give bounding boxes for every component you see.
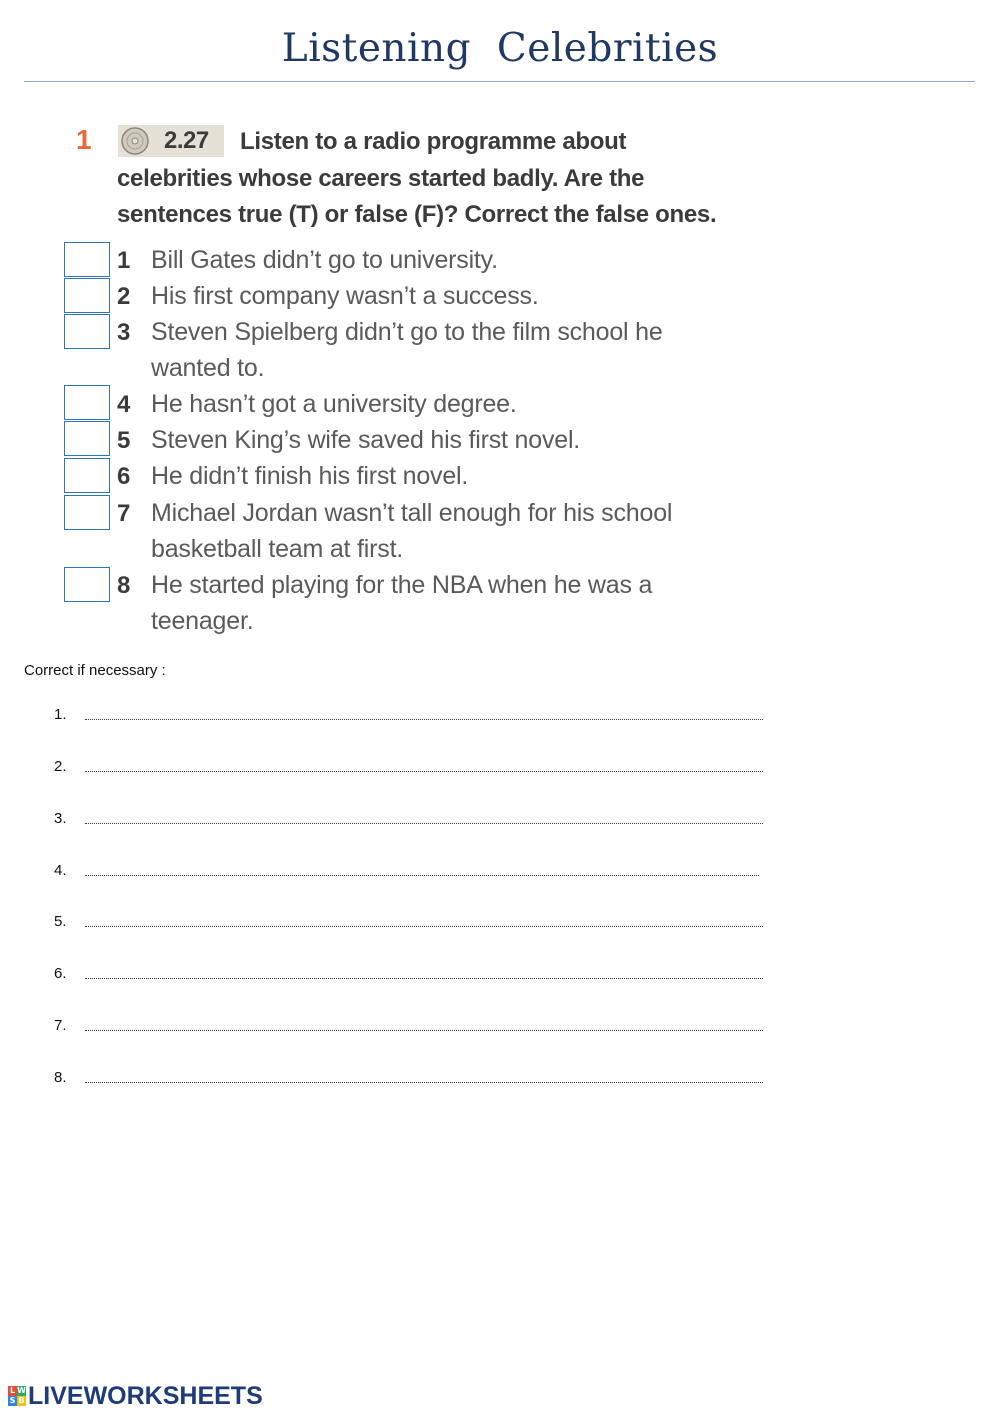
item-text: Bill Gates didn’t go to university. — [151, 246, 498, 274]
item-text: He started playing for the NBA when he was a — [151, 571, 653, 599]
item-number: 4 — [117, 391, 131, 418]
item-text: He didn’t finish his first novel. — [151, 462, 469, 490]
item-number: 6 — [117, 463, 131, 490]
correction-line-number: 7. — [54, 1017, 67, 1034]
correction-line-number: 8. — [54, 1069, 67, 1086]
correction-line-number: 5. — [54, 913, 67, 930]
correction-line-number: 3. — [54, 810, 67, 827]
brand-name: LIVEWORKSHEETS — [28, 1381, 263, 1410]
answer-box-2[interactable] — [64, 278, 110, 313]
logo-grid-icon — [8, 1386, 26, 1406]
correction-line-number: 6. — [54, 965, 67, 982]
correction-line-5[interactable] — [85, 926, 763, 927]
item-text-continued: basketball team at first. — [151, 535, 404, 563]
item-number: 2 — [117, 283, 131, 310]
instruction-line-1: Listen to a radio programme about — [240, 128, 627, 155]
logo-letter: W — [17, 1386, 26, 1395]
answer-box-6[interactable] — [64, 458, 110, 493]
item-number: 5 — [117, 427, 131, 454]
item-text: Michael Jordan wasn’t tall enough for his school — [151, 499, 673, 527]
logo-letter: S — [9, 1396, 16, 1405]
correction-line-8[interactable] — [85, 1082, 763, 1083]
logo-letter: B — [18, 1396, 25, 1405]
page-title: Listening Celebrities — [281, 26, 719, 71]
logo-letter: L — [9, 1386, 16, 1395]
item-text: He hasn’t got a university degree. — [151, 390, 517, 418]
answer-box-3[interactable] — [64, 314, 110, 349]
answer-box-4[interactable] — [64, 385, 110, 420]
audio-track-badge — [118, 125, 224, 157]
correction-line-3[interactable] — [85, 823, 763, 824]
answer-box-8[interactable] — [64, 567, 110, 602]
track-number: 2.27 — [164, 127, 209, 154]
instruction-line-2: celebrities whose careers started badly. Are the — [117, 165, 645, 192]
correction-line-7[interactable] — [85, 1030, 763, 1031]
item-number: 1 — [117, 247, 131, 274]
title-divider — [24, 81, 975, 82]
correction-line-4[interactable] — [85, 875, 759, 876]
correction-line-number: 2. — [54, 758, 67, 775]
answer-box-5[interactable] — [64, 421, 110, 456]
item-number: 3 — [117, 319, 131, 346]
answer-box-1[interactable] — [64, 242, 110, 277]
item-text-continued: teenager. — [151, 607, 254, 635]
item-text: Steven King’s wife saved his first novel. — [151, 426, 581, 454]
item-number: 7 — [117, 500, 131, 527]
correction-line-6[interactable] — [85, 978, 763, 979]
correction-line-number: 1. — [54, 706, 67, 723]
item-text: His first company wasn’t a success. — [151, 282, 539, 310]
correction-line-1[interactable] — [85, 719, 763, 720]
liveworksheets-logo — [8, 1381, 263, 1410]
item-number: 8 — [117, 572, 131, 599]
instruction-line-3: sentences true (T) or false (F)? Correct the false ones. — [117, 201, 717, 228]
correction-line-number: 4. — [54, 862, 67, 879]
item-text-continued: wanted to. — [151, 354, 265, 382]
item-text: Steven Spielberg didn’t go to the film school he — [151, 318, 663, 346]
answer-box-7[interactable] — [64, 495, 110, 530]
corrections-label: Correct if necessary : — [24, 662, 166, 679]
exercise-number: 1 — [76, 124, 92, 155]
correction-line-2[interactable] — [85, 771, 763, 772]
cd-icon — [120, 126, 150, 156]
